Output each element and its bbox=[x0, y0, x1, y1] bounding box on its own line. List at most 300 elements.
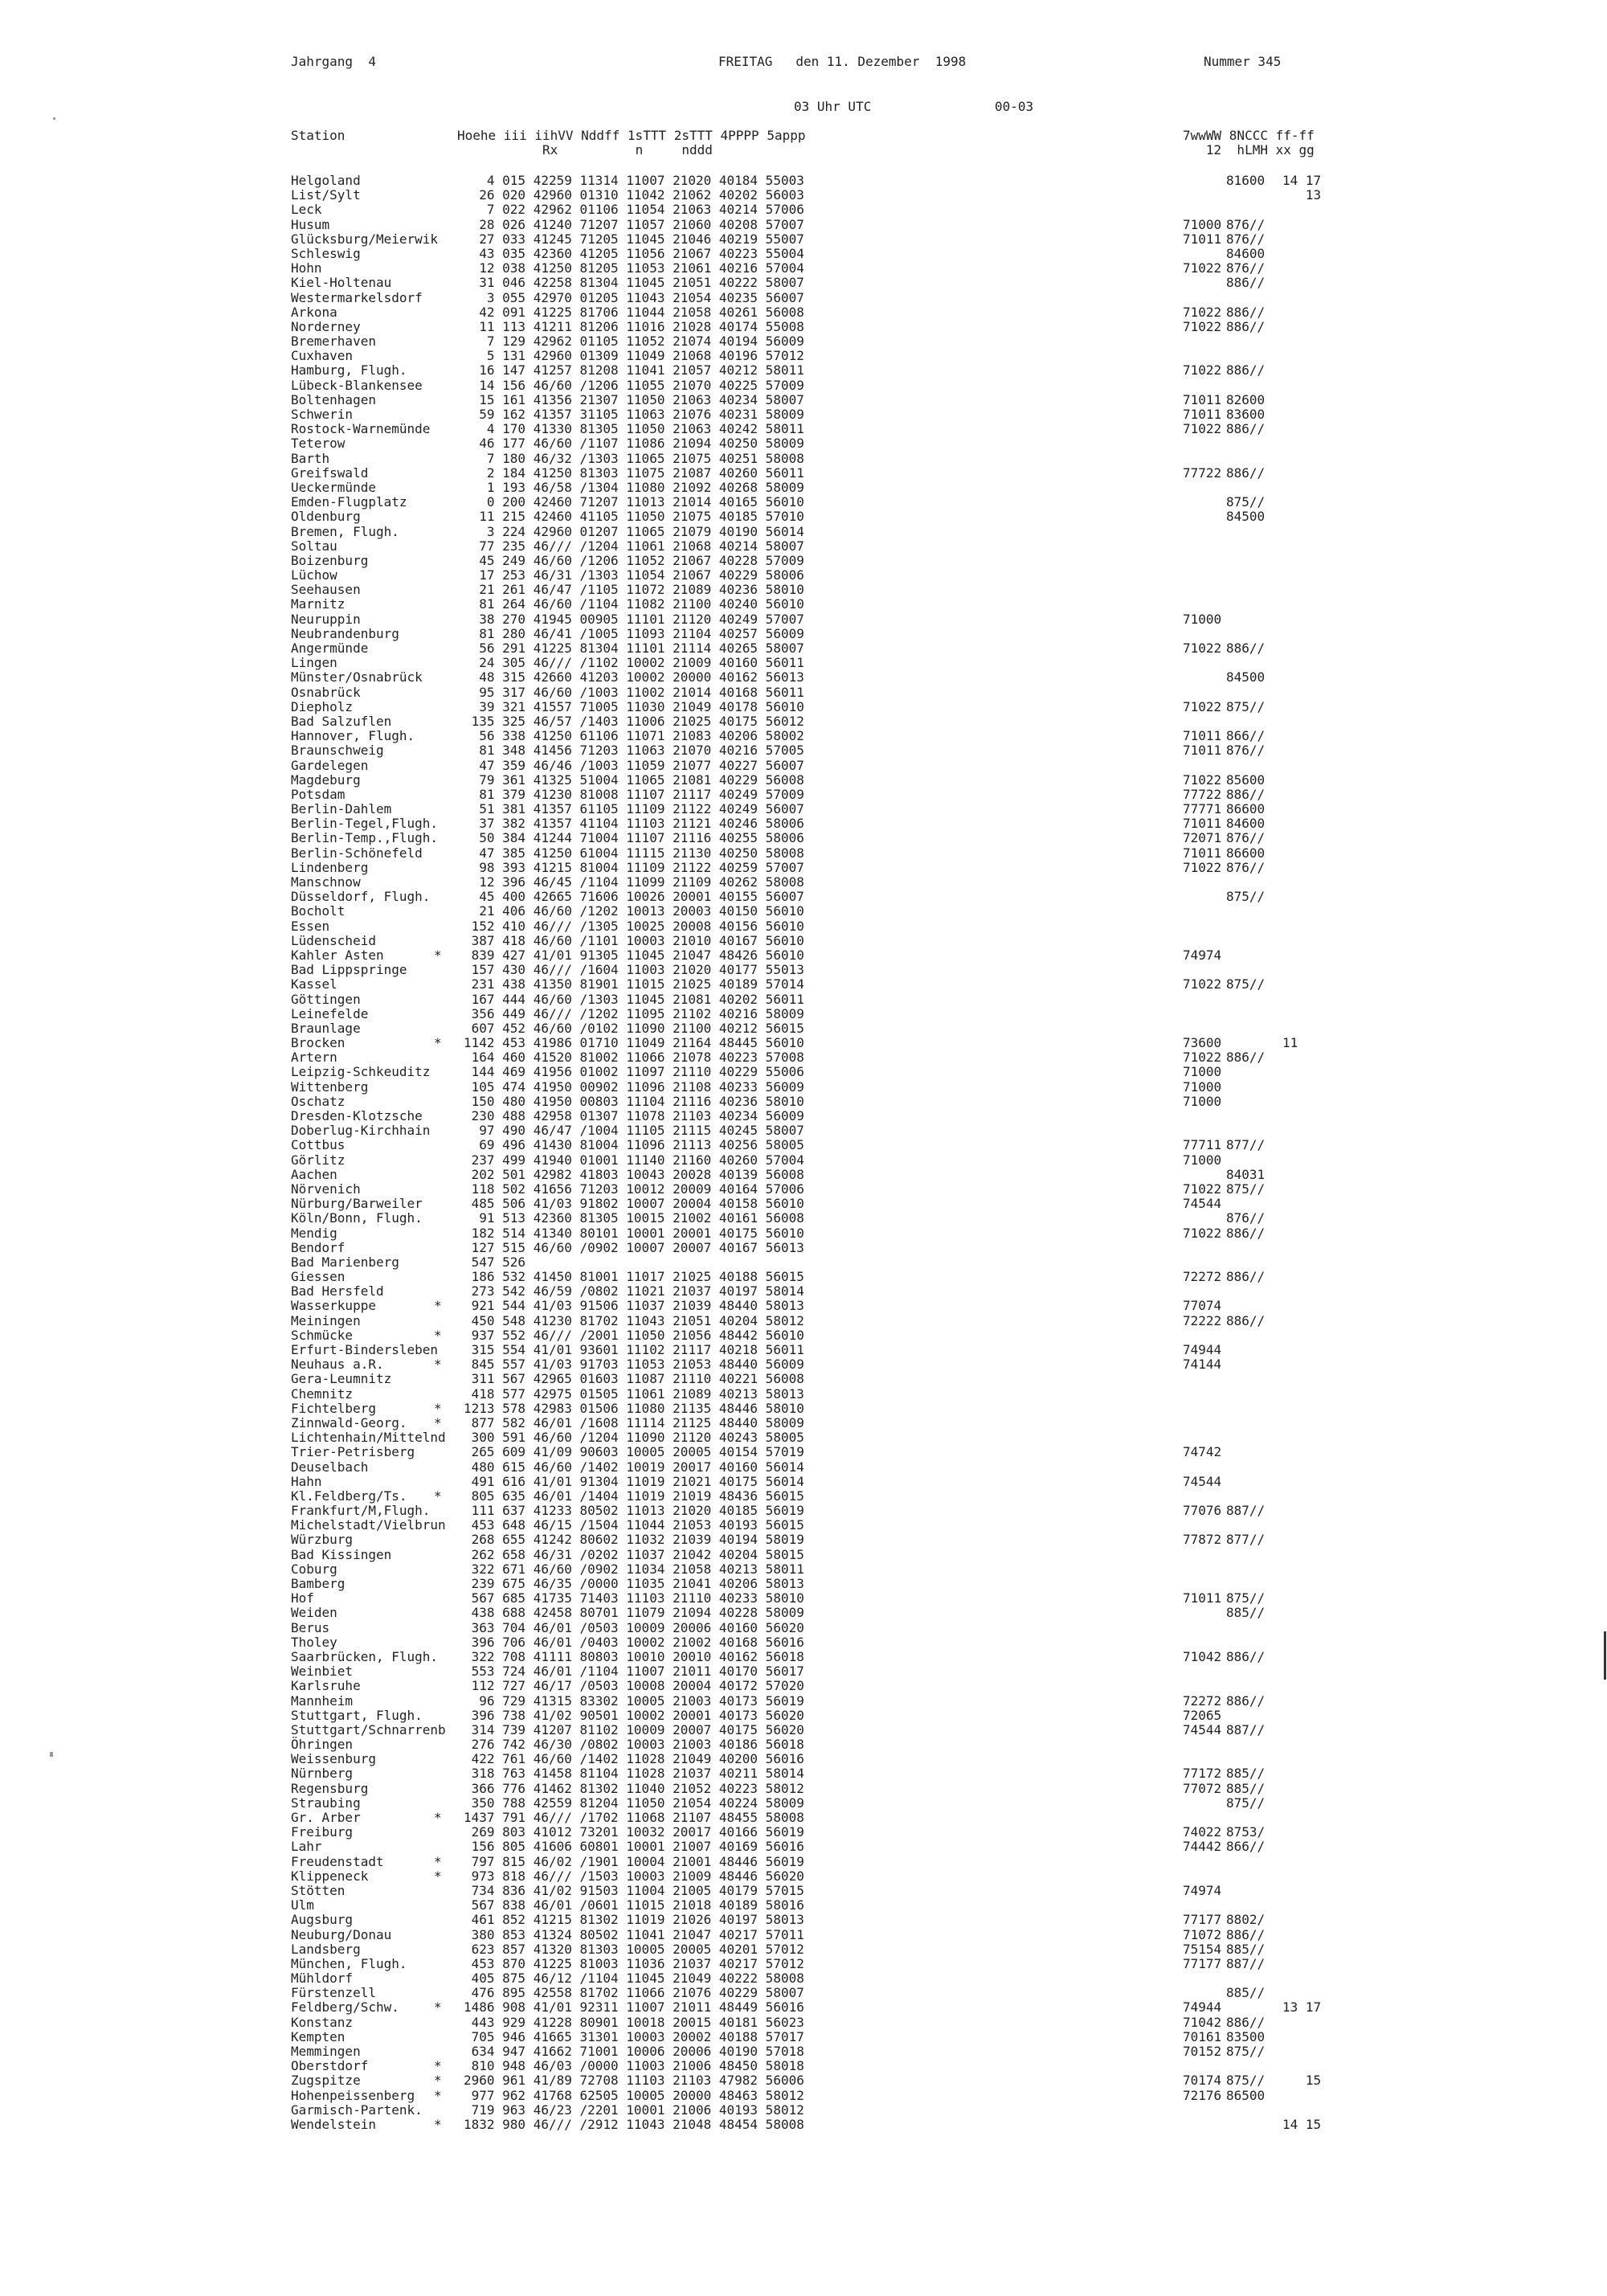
station-name: Göttingen bbox=[291, 991, 361, 1007]
observation-codes: 273 542 46/59 /0802 11021 21037 40197 58014 bbox=[464, 1283, 804, 1299]
observation-codes: 150 480 41950 00803 11104 21116 40236 58010 bbox=[464, 1093, 804, 1109]
station-name: Greifswald bbox=[291, 465, 369, 481]
observation-codes: 230 488 42958 01307 11078 21103 40234 56009 bbox=[464, 1108, 804, 1123]
table-row bbox=[291, 1342, 1222, 1357]
observation-codes: 50 384 41244 71004 11107 21116 40255 58006 bbox=[464, 830, 804, 846]
scan-edge bbox=[1604, 1631, 1606, 1680]
station-name: Kempten bbox=[291, 2028, 346, 2044]
weather-group: 77771 bbox=[1183, 801, 1222, 817]
station-name: Düsseldorf, Flugh. bbox=[291, 889, 431, 905]
station-name: Kl.Feldberg/Ts. bbox=[291, 1488, 407, 1504]
mountain-marker: * bbox=[434, 1414, 442, 1430]
table-row bbox=[291, 1795, 1266, 1811]
table-row bbox=[291, 1444, 1222, 1460]
station-name: Gera-Leumnitz bbox=[291, 1371, 392, 1387]
station-name: Klippeneck bbox=[291, 1868, 369, 1884]
table-row bbox=[291, 1855, 1094, 1869]
table-row bbox=[291, 1402, 1094, 1416]
cloud-group: 875// bbox=[1226, 1181, 1266, 1197]
table-row bbox=[291, 583, 1094, 597]
station-name: Neubrandenburg bbox=[291, 625, 399, 641]
station-name: Manschnow bbox=[291, 874, 361, 890]
observation-codes: 634 947 41662 71001 10006 20006 40190 57018 bbox=[464, 2044, 804, 2059]
observation-codes: 47 385 41250 61004 11115 21130 40250 58008 bbox=[464, 845, 804, 861]
mountain-marker: * bbox=[434, 2087, 442, 2103]
weather-group: 77074 bbox=[1183, 1298, 1222, 1314]
table-row bbox=[291, 1357, 1222, 1373]
cloud-group: 86500 bbox=[1226, 2087, 1266, 2103]
table-row bbox=[291, 1093, 1222, 1109]
observation-codes: 453 870 41225 81003 11036 21037 40217 57012 bbox=[464, 1955, 804, 1971]
table-row bbox=[291, 1007, 1094, 1021]
station-name: Münster/Osnabrück bbox=[291, 669, 423, 686]
observation-codes: 797 815 46/02 /1901 10004 21001 48446 56019 bbox=[464, 1853, 804, 1869]
station-name: Hahn bbox=[291, 1473, 322, 1489]
table-row bbox=[291, 1898, 1094, 1913]
cloud-group: 84500 bbox=[1226, 669, 1266, 686]
observation-codes: 237 499 41940 01001 11140 21160 40260 57004 bbox=[464, 1152, 804, 1168]
weather-group: 77872 bbox=[1183, 1532, 1222, 1548]
station-name: Braunlage bbox=[291, 1020, 361, 1036]
table-row bbox=[291, 992, 1094, 1007]
observation-codes: 705 946 41665 31301 10003 20002 40188 57017 bbox=[464, 2028, 804, 2044]
table-row bbox=[291, 334, 1094, 349]
weather-group: 74022 bbox=[1183, 1824, 1222, 1840]
table-row bbox=[291, 686, 1094, 700]
observation-codes: 16 147 41257 81208 11041 21057 40212 58011 bbox=[464, 362, 804, 379]
cloud-group: 887// bbox=[1226, 1721, 1266, 1737]
station-name: Schmücke bbox=[291, 1327, 354, 1343]
cloud-group: 84500 bbox=[1226, 509, 1266, 525]
observation-codes: 547 526 bbox=[464, 1254, 526, 1270]
cloud-group: 886// bbox=[1226, 1312, 1266, 1328]
table-row bbox=[291, 1460, 1094, 1475]
table-row bbox=[291, 1416, 1094, 1430]
station-name: Bad Hersfeld bbox=[291, 1283, 384, 1299]
table-row bbox=[291, 1590, 1266, 1606]
station-name: Helgoland bbox=[291, 173, 361, 188]
observation-codes: 839 427 41/01 91305 11045 21047 48426 56010 bbox=[464, 947, 804, 963]
station-name: Chemnitz bbox=[291, 1385, 354, 1402]
weather-group: 71000 bbox=[1183, 1152, 1222, 1168]
observation-codes: 144 469 41956 01002 11097 21110 40229 55006 bbox=[464, 1064, 804, 1080]
station-name: Seehausen bbox=[291, 582, 361, 598]
observation-codes: 1213 578 42983 01506 11080 21135 48446 58010 bbox=[464, 1400, 804, 1416]
observation-codes: 98 393 41215 81004 11109 21122 40259 57007 bbox=[464, 859, 804, 875]
station-name: Rostock-Warnemünde bbox=[291, 421, 431, 437]
table-row bbox=[291, 1210, 1266, 1226]
volume-label: Jahrgang 4 bbox=[291, 54, 376, 69]
mountain-marker: * bbox=[434, 2058, 442, 2074]
weather-group: 74544 bbox=[1183, 1721, 1222, 1737]
station-name: Bremen, Flugh. bbox=[291, 523, 399, 539]
code-columns-line1: Hoehe iii iihVV Nddff 1sTTT 2sTTT 4PPPP 5appp bbox=[457, 128, 806, 143]
table-row bbox=[291, 2103, 1094, 2118]
observation-codes: 59 162 41357 31105 11063 21076 40231 58009 bbox=[464, 407, 804, 422]
cloud-group: 877// bbox=[1226, 1532, 1266, 1548]
weather-group: 71022 bbox=[1183, 641, 1222, 656]
table-row bbox=[291, 1562, 1094, 1577]
cloud-group: 875// bbox=[1226, 698, 1266, 714]
table-row bbox=[291, 1123, 1094, 1138]
observation-codes: 39 321 41557 71005 11030 21049 40178 56010 bbox=[464, 698, 804, 714]
station-name: Nürnberg bbox=[291, 1766, 354, 1782]
observation-codes: 43 035 42360 41205 11056 21067 40223 55004 bbox=[464, 245, 804, 261]
weather-group: 71000 bbox=[1183, 1093, 1222, 1109]
station-name: Lindenberg bbox=[291, 859, 369, 875]
cloud-group: 875// bbox=[1226, 2073, 1266, 2089]
table-row bbox=[291, 1869, 1094, 1884]
observation-codes: 11 215 42460 41105 11050 21075 40185 57010 bbox=[464, 509, 804, 525]
station-name: Erfurt-Bindersleben bbox=[291, 1342, 439, 1357]
table-row bbox=[291, 554, 1094, 568]
observation-codes: 322 708 41111 80803 10010 20010 40162 56018 bbox=[464, 1648, 804, 1664]
cloud-group: 877// bbox=[1226, 1137, 1266, 1153]
station-name: Weiden bbox=[291, 1605, 337, 1621]
station-name: Tholey bbox=[291, 1634, 337, 1650]
weather-group: 72071 bbox=[1183, 830, 1222, 846]
weather-group: 71011 bbox=[1183, 816, 1222, 832]
table-row bbox=[291, 1766, 1266, 1782]
weather-group: 74742 bbox=[1183, 1444, 1222, 1460]
weather-group: 77722 bbox=[1183, 465, 1222, 481]
weather-group: 70174 bbox=[1183, 2073, 1222, 2089]
table-row bbox=[291, 452, 1094, 466]
weather-group: 71022 bbox=[1183, 362, 1222, 379]
station-name: Giessen bbox=[291, 1269, 346, 1285]
station-name: Memmingen bbox=[291, 2044, 361, 2059]
station-name: Hof bbox=[291, 1590, 314, 1606]
table-row bbox=[291, 1109, 1094, 1123]
station-name: Feldberg/Schw. bbox=[291, 1999, 399, 2016]
table-row bbox=[291, 318, 1266, 334]
station-name: Westermarkelsdorf bbox=[291, 289, 423, 305]
observation-codes: 21 406 46/60 /1202 10013 20003 40150 56010 bbox=[464, 903, 804, 919]
station-name: Berlin-Temp.,Flugh. bbox=[291, 830, 439, 846]
weather-group: 71000 bbox=[1183, 611, 1222, 627]
station-name: Boizenburg bbox=[291, 552, 369, 568]
group-columns-line1: 7wwWW 8NCCC ff-ff bbox=[1183, 128, 1315, 143]
observation-codes: 453 648 46/15 /1504 11044 21053 40193 56015 bbox=[464, 1517, 804, 1533]
observation-codes: 51 381 41357 61105 11109 21122 40249 56007 bbox=[464, 801, 804, 817]
cloud-group: 82600 bbox=[1226, 391, 1266, 407]
observation-codes: 396 706 46/01 /0403 10002 21002 40168 56016 bbox=[464, 1634, 804, 1650]
table-row bbox=[291, 801, 1266, 817]
mountain-marker: * bbox=[434, 1810, 442, 1825]
station-name: Hannover, Flugh. bbox=[291, 728, 415, 744]
table-row bbox=[291, 1064, 1222, 1080]
table-row bbox=[291, 1971, 1094, 1986]
table-row bbox=[291, 728, 1266, 744]
observation-codes: 2 184 41250 81303 11075 21087 40260 56011 bbox=[464, 465, 804, 481]
gust-group: 13 17 bbox=[1282, 1999, 1322, 2016]
observation-codes: 734 836 41/02 91503 11004 21005 40179 57015 bbox=[464, 1882, 804, 1898]
station-name: Kassel bbox=[291, 976, 337, 992]
table-row bbox=[291, 875, 1094, 890]
mountain-marker: * bbox=[434, 1999, 442, 2016]
observation-codes: 311 567 42965 01603 11087 21110 40221 56008 bbox=[464, 1371, 804, 1387]
station-name: Zinnwald-Georg. bbox=[291, 1414, 407, 1430]
table-row bbox=[291, 656, 1094, 670]
observation-codes: 315 554 41/01 93601 11102 21117 40218 56011 bbox=[464, 1342, 804, 1357]
observation-codes: 810 948 46/03 /0000 11003 21006 48450 58018 bbox=[464, 2058, 804, 2074]
observation-codes: 476 895 42558 81702 11066 21076 40229 58007 bbox=[464, 1985, 804, 2001]
weather-group: 71011 bbox=[1183, 728, 1222, 744]
table-row bbox=[291, 1196, 1222, 1212]
station-name: Mendig bbox=[291, 1225, 337, 1241]
cloud-group: 8753/ bbox=[1226, 1824, 1266, 1840]
observation-codes: 7 022 42962 01106 11054 21063 40214 57006 bbox=[464, 202, 804, 218]
station-name: Oberstdorf bbox=[291, 2058, 369, 2074]
station-name: Schleswig bbox=[291, 245, 361, 261]
station-name: Braunschweig bbox=[291, 743, 384, 759]
weather-group: 72222 bbox=[1183, 1312, 1222, 1328]
mountain-marker: * bbox=[434, 1853, 442, 1869]
table-row bbox=[291, 714, 1094, 729]
observation-codes: 623 857 41320 81303 10005 20005 40201 57012 bbox=[464, 1941, 804, 1957]
table-row bbox=[291, 1926, 1266, 1942]
observation-codes: 81 348 41456 71203 11063 21070 40216 57005 bbox=[464, 743, 804, 759]
table-row bbox=[291, 260, 1266, 276]
observation-codes: 553 724 46/01 /1104 11007 21011 40170 56017 bbox=[464, 1664, 804, 1680]
observation-codes: 239 675 46/35 /0000 11035 21041 40206 58013 bbox=[464, 1576, 804, 1591]
station-name: Stuttgart, Flugh. bbox=[291, 1707, 423, 1723]
station-name: Lahr bbox=[291, 1839, 322, 1855]
observation-codes: 95 317 46/60 /1003 11002 21014 40168 56011 bbox=[464, 684, 804, 700]
table-row bbox=[291, 1298, 1222, 1314]
weather-group: 71022 bbox=[1183, 859, 1222, 875]
table-row bbox=[291, 436, 1094, 451]
scan-speck bbox=[53, 117, 55, 120]
scan-mark bbox=[50, 1752, 53, 1757]
observation-codes: 46 177 46/60 /1107 11086 21094 40250 58009 bbox=[464, 436, 804, 452]
cloud-group: 886// bbox=[1226, 641, 1266, 656]
cloud-group: 886// bbox=[1226, 465, 1266, 481]
weather-group: 74544 bbox=[1183, 1473, 1222, 1489]
station-name: Bad Kissingen bbox=[291, 1546, 392, 1562]
station-name: Fichtelberg bbox=[291, 1400, 376, 1416]
observation-codes: 56 338 41250 61106 11071 21083 40206 58002 bbox=[464, 728, 804, 744]
cloud-group: 875// bbox=[1226, 2044, 1266, 2059]
cloud-group: 876// bbox=[1226, 743, 1266, 759]
table-row bbox=[291, 1021, 1094, 1036]
observation-codes: 12 396 46/45 /1104 11099 21109 40262 58008 bbox=[464, 874, 804, 890]
cloud-group: 83600 bbox=[1226, 407, 1266, 422]
gust-group: 11 bbox=[1282, 1035, 1298, 1051]
cloud-group: 887// bbox=[1226, 1955, 1266, 1971]
cloud-group: 875// bbox=[1226, 1590, 1266, 1606]
station-name: Deuselbach bbox=[291, 1459, 369, 1475]
cloud-group: 86600 bbox=[1226, 801, 1266, 817]
gust-group: 15 bbox=[1282, 2073, 1322, 2089]
weather-group: 71042 bbox=[1183, 1648, 1222, 1664]
station-name: Gardelegen bbox=[291, 757, 369, 773]
table-row bbox=[291, 1692, 1266, 1709]
table-row bbox=[291, 481, 1094, 495]
table-row bbox=[291, 231, 1266, 247]
observation-codes: 405 875 46/12 /1104 11045 21049 40222 58008 bbox=[464, 1971, 804, 1987]
observation-codes: 231 438 41350 81901 11015 21025 40189 57014 bbox=[464, 976, 804, 992]
table-row bbox=[291, 1621, 1094, 1635]
station-name: Hamburg, Flugh. bbox=[291, 362, 407, 379]
weather-group: 77172 bbox=[1183, 1766, 1222, 1782]
table-row bbox=[291, 391, 1266, 407]
weather-group: 71022 bbox=[1183, 976, 1222, 992]
observation-codes: 15 161 41356 21307 11050 21063 40234 58007 bbox=[464, 391, 804, 407]
observation-codes: 937 552 46/// /2001 11050 21056 48442 56010 bbox=[464, 1327, 804, 1343]
station-name: Saarbrücken, Flugh. bbox=[291, 1648, 439, 1664]
weather-group: 71011 bbox=[1183, 231, 1222, 247]
observation-codes: 973 818 46/// /1503 10003 21009 48446 56020 bbox=[464, 1868, 804, 1884]
observation-codes: 3 224 42960 01207 11065 21079 40190 56014 bbox=[464, 523, 804, 539]
table-row bbox=[291, 1312, 1266, 1328]
weather-group: 75154 bbox=[1183, 1941, 1222, 1957]
table-row bbox=[291, 2044, 1266, 2059]
station-name: Garmisch-Partenk. bbox=[291, 2102, 423, 2118]
observation-codes: 156 805 41606 60801 10001 21007 40169 56016 bbox=[464, 1839, 804, 1855]
cloud-group: 876// bbox=[1226, 1210, 1266, 1226]
station-name: Augsburg bbox=[291, 1912, 354, 1928]
mountain-marker: * bbox=[434, 2073, 442, 2089]
station-name: Zugspitze bbox=[291, 2073, 361, 2089]
table-row bbox=[291, 1605, 1266, 1621]
observation-codes: 37 382 41357 41104 11103 21121 40246 58006 bbox=[464, 816, 804, 832]
mountain-marker: * bbox=[434, 1298, 442, 1314]
observation-codes: 182 514 41340 80101 10001 20001 40175 56010 bbox=[464, 1225, 804, 1241]
cloud-group: 886// bbox=[1226, 2014, 1266, 2030]
weather-group: 71022 bbox=[1183, 421, 1222, 437]
observation-codes: 268 655 41242 80602 11032 21039 40194 58019 bbox=[464, 1532, 804, 1548]
observation-codes: 12 038 41250 81205 11053 21061 40216 57004 bbox=[464, 260, 804, 276]
station-name: Osnabrück bbox=[291, 684, 361, 700]
table-row bbox=[291, 934, 1094, 948]
table-row bbox=[291, 1518, 1094, 1533]
observation-codes: 81 280 46/41 /1005 11093 21104 40257 56009 bbox=[464, 625, 804, 641]
cloud-group: 886// bbox=[1226, 1225, 1266, 1241]
cloud-group: 866// bbox=[1226, 728, 1266, 744]
table-row bbox=[291, 1941, 1266, 1957]
cloud-group: 876// bbox=[1226, 859, 1266, 875]
cloud-group: 886// bbox=[1226, 275, 1266, 291]
table-row bbox=[291, 245, 1266, 261]
weather-group: 71011 bbox=[1183, 391, 1222, 407]
station-name: Boltenhagen bbox=[291, 391, 376, 407]
station-name: Coburg bbox=[291, 1561, 337, 1577]
weather-group: 71000 bbox=[1183, 1078, 1222, 1095]
table-row bbox=[291, 275, 1266, 291]
station-name: Schwerin bbox=[291, 407, 354, 422]
observation-codes: 118 502 41656 71203 10012 20009 40164 57006 bbox=[464, 1181, 804, 1197]
weather-group: 71022 bbox=[1183, 260, 1222, 276]
table-row bbox=[291, 2087, 1266, 2103]
weather-group: 71000 bbox=[1183, 1064, 1222, 1080]
station-name: Leck bbox=[291, 202, 322, 218]
station-name: Hohenpeissenberg bbox=[291, 2087, 415, 2103]
cloud-group: 886// bbox=[1226, 304, 1266, 320]
observation-codes: 152 410 46/// /1305 10025 20008 40156 56010 bbox=[464, 918, 804, 934]
observation-codes: 418 577 42975 01505 11061 21089 40213 58013 bbox=[464, 1385, 804, 1402]
cloud-group: 886// bbox=[1226, 362, 1266, 379]
table-row bbox=[291, 509, 1266, 525]
station-name: Trier-Petrisberg bbox=[291, 1444, 415, 1460]
table-row bbox=[291, 349, 1094, 363]
cloud-group: 887// bbox=[1226, 1503, 1266, 1519]
observation-codes: 14 156 46/60 /1206 11055 21070 40225 57009 bbox=[464, 377, 804, 393]
station-name: Bocholt bbox=[291, 903, 346, 919]
cloud-group: 84031 bbox=[1226, 1166, 1266, 1182]
observation-codes: 567 838 46/01 /0601 11015 21018 40189 58016 bbox=[464, 1897, 804, 1913]
table-row bbox=[291, 611, 1222, 627]
cloud-group: 876// bbox=[1226, 216, 1266, 232]
weather-group: 71022 bbox=[1183, 1050, 1222, 1066]
table-row bbox=[291, 1269, 1266, 1285]
table-row bbox=[291, 1679, 1094, 1693]
table-row bbox=[291, 904, 1094, 919]
station-name: Stuttgart/Schnarrenb bbox=[291, 1721, 446, 1737]
station-name: München, Flugh. bbox=[291, 1955, 407, 1971]
cloud-group: 84600 bbox=[1226, 816, 1266, 832]
cloud-group: 875// bbox=[1226, 494, 1266, 510]
observation-codes: 921 544 41/03 91506 11037 21039 48440 58013 bbox=[464, 1298, 804, 1314]
weather-group: 71022 bbox=[1183, 318, 1222, 334]
cloud-group: 86600 bbox=[1226, 845, 1266, 861]
cloud-group: 876// bbox=[1226, 260, 1266, 276]
observation-codes: 366 776 41462 81302 11040 21052 40223 58012 bbox=[464, 1780, 804, 1796]
station-name: Kiel-Holtenau bbox=[291, 275, 392, 291]
cloud-group: 875// bbox=[1226, 1795, 1266, 1811]
station-name: Magdeburg bbox=[291, 771, 361, 788]
station-name: Bendorf bbox=[291, 1239, 346, 1255]
observation-codes: 350 788 42559 81204 11050 21054 40224 58009 bbox=[464, 1795, 804, 1811]
observation-codes: 450 548 41230 81702 11043 21051 40204 58012 bbox=[464, 1312, 804, 1328]
station-name: Marnitz bbox=[291, 596, 346, 612]
observation-codes: 461 852 41215 81302 11019 21026 40197 58013 bbox=[464, 1912, 804, 1928]
mountain-marker: * bbox=[434, 1868, 442, 1884]
weather-group: 71022 bbox=[1183, 698, 1222, 714]
station-name: Gr. Arber bbox=[291, 1810, 361, 1825]
table-row bbox=[291, 1752, 1094, 1766]
cloud-group: 866// bbox=[1226, 1839, 1266, 1855]
observation-codes: 42 091 41225 81706 11044 21058 40261 56008 bbox=[464, 304, 804, 320]
table-row bbox=[291, 1387, 1094, 1402]
station-name: Kahler Asten bbox=[291, 947, 384, 963]
station-name: Bad Lippspringe bbox=[291, 962, 407, 978]
weather-group: 71011 bbox=[1183, 407, 1222, 422]
weather-group: 71022 bbox=[1183, 771, 1222, 788]
observation-codes: 105 474 41950 00902 11096 21108 40233 56009 bbox=[464, 1078, 804, 1095]
observation-codes: 322 671 46/60 /0902 11034 21058 40213 58011 bbox=[464, 1561, 804, 1577]
station-name: Weinbiet bbox=[291, 1664, 354, 1680]
observation-codes: 4 015 42259 11314 11007 21020 40184 55003 bbox=[464, 173, 804, 188]
cloud-group: 84600 bbox=[1226, 245, 1266, 261]
observation-codes: 0 200 42460 71207 11013 21014 40165 56010 bbox=[464, 494, 804, 510]
weather-group: 71042 bbox=[1183, 2014, 1222, 2030]
table-row bbox=[291, 669, 1266, 686]
station-name: Frankfurt/M,Flugh. bbox=[291, 1503, 431, 1519]
station-name: Neuburg/Donau bbox=[291, 1926, 392, 1942]
table-row bbox=[291, 1473, 1222, 1489]
station-name: Ueckermünde bbox=[291, 479, 376, 495]
cloud-group: 886// bbox=[1226, 1648, 1266, 1664]
weather-group: 74944 bbox=[1183, 1342, 1222, 1357]
station-name: Arkona bbox=[291, 304, 337, 320]
observation-codes: 186 532 41450 81001 11017 21025 40188 56015 bbox=[464, 1269, 804, 1285]
station-name: Landsberg bbox=[291, 1941, 361, 1957]
table-row bbox=[291, 2014, 1266, 2030]
gust-group: 14 17 bbox=[1282, 173, 1322, 188]
table-row bbox=[291, 1166, 1266, 1182]
table-row bbox=[291, 525, 1094, 539]
